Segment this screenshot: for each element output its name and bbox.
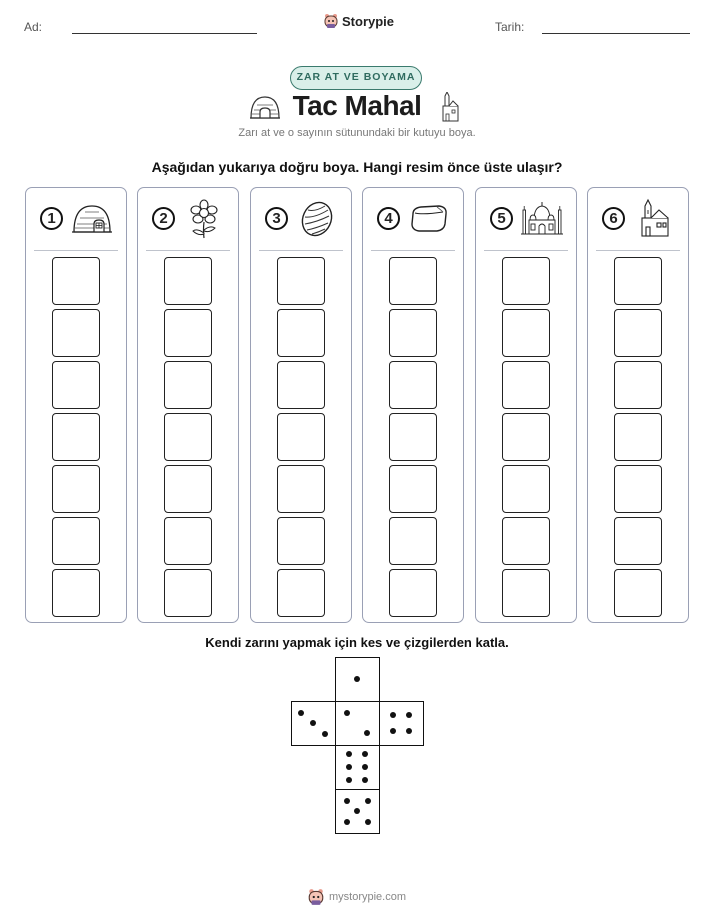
column-number: 6 <box>602 207 625 230</box>
color-box[interactable] <box>389 517 437 565</box>
dice-pip <box>406 728 412 734</box>
dice-pip <box>390 712 396 718</box>
dice-face-4 <box>379 701 424 746</box>
color-box[interactable] <box>52 309 100 357</box>
page-title: Tac Mahal <box>292 90 422 121</box>
color-box[interactable] <box>277 413 325 461</box>
color-box[interactable] <box>52 361 100 409</box>
taj-mahal-icon <box>520 198 564 240</box>
color-box[interactable] <box>164 309 212 357</box>
color-box[interactable] <box>614 309 662 357</box>
dice-pip <box>362 764 368 770</box>
game-instruction: Aşağıdan yukarıya doğru boya. Hangi resim önce üste ulaşır? <box>151 159 563 175</box>
color-box[interactable] <box>389 257 437 305</box>
dice-instruction: Kendi zarını yapmak için kes ve çizgilerden katla. <box>205 635 509 650</box>
color-box[interactable] <box>502 413 550 461</box>
color-box[interactable] <box>52 569 100 617</box>
color-box[interactable] <box>52 413 100 461</box>
dice-pip <box>344 710 350 716</box>
color-box[interactable] <box>502 465 550 513</box>
flower-icon <box>182 198 226 240</box>
column-3 <box>250 187 352 623</box>
color-box[interactable] <box>277 257 325 305</box>
dice-pip <box>365 798 371 804</box>
name-label: Ad: <box>24 20 43 34</box>
column-number: 2 <box>152 207 175 230</box>
church-icon <box>632 198 676 240</box>
dice-pip <box>362 777 368 783</box>
color-box[interactable] <box>277 517 325 565</box>
dice-pip <box>362 751 368 757</box>
footer-url[interactable]: mystorypie.com <box>328 891 407 903</box>
marble-block-icon <box>407 198 451 240</box>
dice-pip <box>406 712 412 718</box>
color-box[interactable] <box>389 413 437 461</box>
color-box[interactable] <box>164 361 212 409</box>
color-box[interactable] <box>164 517 212 565</box>
color-box[interactable] <box>164 569 212 617</box>
color-box[interactable] <box>389 309 437 357</box>
color-box[interactable] <box>502 517 550 565</box>
column-number: 4 <box>377 207 400 230</box>
dice-face-2 <box>335 701 380 746</box>
brand-logo <box>324 13 394 29</box>
dice-pip <box>346 751 352 757</box>
dice-pip <box>364 730 370 736</box>
color-box[interactable] <box>614 517 662 565</box>
dice-pip <box>346 777 352 783</box>
color-box[interactable] <box>277 569 325 617</box>
dice-pip <box>298 710 304 716</box>
column-6 <box>587 187 689 623</box>
column-number: 3 <box>265 207 288 230</box>
storypie-logo-icon <box>324 13 338 29</box>
column-2 <box>137 187 239 623</box>
church-icon <box>440 92 460 122</box>
color-box[interactable] <box>614 413 662 461</box>
date-label: Tarih: <box>495 20 525 34</box>
date-line[interactable] <box>542 33 690 34</box>
storypie-logo-icon <box>308 888 324 906</box>
igloo-icon <box>70 198 114 240</box>
name-line[interactable] <box>72 33 257 34</box>
color-box[interactable] <box>52 257 100 305</box>
activity-badge: ZAR AT VE BOYAMA <box>290 66 422 90</box>
column-header <box>259 188 343 251</box>
color-box[interactable] <box>164 465 212 513</box>
color-box[interactable] <box>502 569 550 617</box>
page-subtitle: Zarı at ve o sayının sütunundaki bir kutuyu boya. <box>238 127 476 139</box>
dice-pip <box>354 808 360 814</box>
column-number: 1 <box>40 207 63 230</box>
color-box[interactable] <box>277 465 325 513</box>
column-1 <box>25 187 127 623</box>
dice-pip <box>322 731 328 737</box>
stone-icon <box>295 198 339 240</box>
color-box[interactable] <box>277 361 325 409</box>
column-header <box>146 188 230 251</box>
brand-name: Storypie <box>342 13 395 29</box>
color-box[interactable] <box>614 361 662 409</box>
dice-pip <box>310 720 316 726</box>
color-box[interactable] <box>164 257 212 305</box>
color-box[interactable] <box>614 569 662 617</box>
column-header <box>371 188 455 251</box>
color-box[interactable] <box>502 309 550 357</box>
footer <box>0 888 714 906</box>
color-box[interactable] <box>502 361 550 409</box>
color-box[interactable] <box>389 465 437 513</box>
dice-pip <box>365 819 371 825</box>
column-5 <box>475 187 577 623</box>
color-box[interactable] <box>389 569 437 617</box>
dice-face-5 <box>335 789 380 834</box>
column-header <box>34 188 118 251</box>
color-box[interactable] <box>614 257 662 305</box>
column-number: 5 <box>490 207 513 230</box>
dice-face-6 <box>335 745 380 790</box>
color-box[interactable] <box>614 465 662 513</box>
dice-face-3 <box>291 701 336 746</box>
color-box[interactable] <box>277 309 325 357</box>
dice-pip <box>344 819 350 825</box>
dice-face-1 <box>335 657 380 702</box>
dice-pip <box>390 728 396 734</box>
column-4 <box>362 187 464 623</box>
column-header <box>596 188 680 251</box>
dice-pip <box>354 676 360 682</box>
dice-pip <box>346 764 352 770</box>
color-box[interactable] <box>389 361 437 409</box>
color-box[interactable] <box>52 465 100 513</box>
color-box[interactable] <box>502 257 550 305</box>
color-box[interactable] <box>164 413 212 461</box>
color-box[interactable] <box>52 517 100 565</box>
column-header <box>484 188 568 251</box>
dice-pip <box>344 798 350 804</box>
